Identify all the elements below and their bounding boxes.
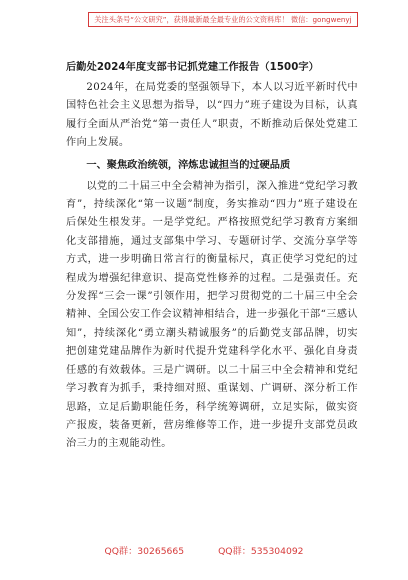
promo-header-banner: 关注头条号“公文研究”，获得最新最全最专业的公文资料库！ 微信：gongwenyj (88, 12, 358, 27)
section-1-heading: 一、聚焦政治统领，淬炼忠诚担当的过硬品质 (86, 159, 291, 171)
footer-contact (0, 543, 408, 557)
intro-paragraph: 2024年，在局党委的坚强领导下，本人以习近平新时代中国特色社会主义思想为指导，以“四力”班子建设为目标，认真履行全面从严治党“第一责任人”职责，不断推动后保处党建工作向上发展。 (66, 82, 358, 149)
qq-group-1: QQ群：30265665 (104, 546, 185, 557)
document-title: 后勤处2024年度支部书记抓党建工作报告（1500字） (66, 62, 319, 73)
report-document (66, 58, 358, 454)
qq-group-2: QQ群：535304092 (218, 546, 304, 557)
section-1-body: 以党的二十届三中全会精神为指引，深入推进“党纪学习教育”，持续深化“第一议题”制度，务实推动“四力”班子建设在后保处生根发芽。一是学党纪。严格按照党纪学习教育方案细化支部措施，通过支部集中学习、专题研讨学、交流分享学等方式，进一步明确日常言行的衡量标尺，真正使学习党纪的过程成为增强纪律意识、提高党性修养的过程。二是强责任。充分发挥“三会一课”引领作用，把学习贯彻党的二十届三中全会精神、全国公安工作会议精神相结合，进一步强化干部“三感认知”，持续深化“勇立潮头精诚服务”的后勤党支部品牌，切实把创建党建品牌作为新时代提升党建科学化水平、强化自身责任感的有效载体。三是广调研。以二十届三中全会精神和党纪学习教育为抓手，秉持细对照、重谋划、广调研、深分析工作思路，立足后勤职能任务，科学统筹调研，立足实际，做实资产报废，装备更新，营房维修等工作，进一步提升支部党员政治三力的主观能动性。 (66, 180, 358, 450)
